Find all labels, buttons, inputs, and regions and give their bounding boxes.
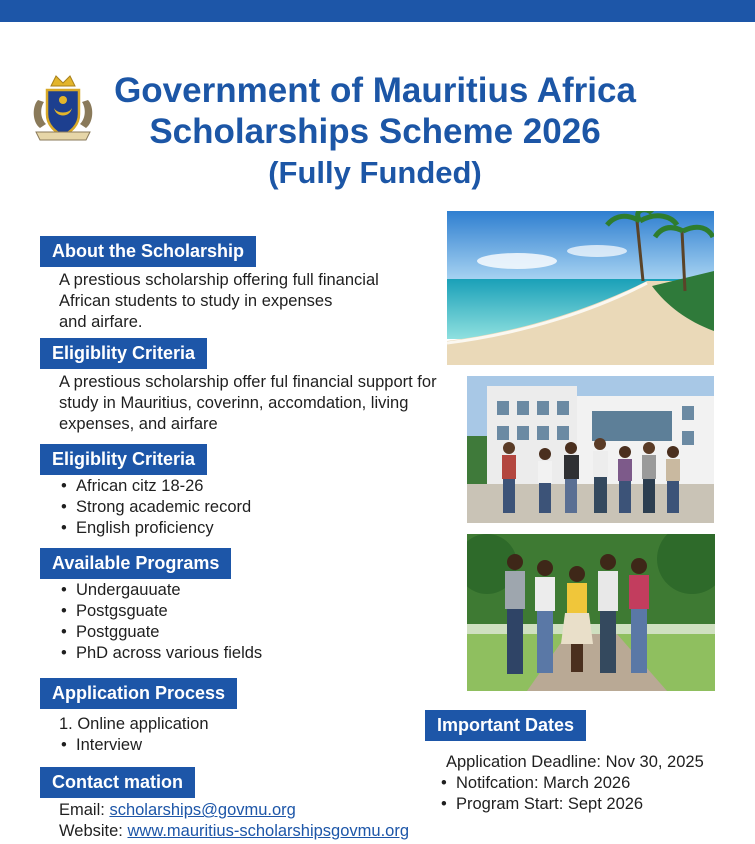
eligibility-list — [59, 476, 251, 539]
email-label: Email: — [59, 801, 110, 819]
list-item: • Strong academic record — [59, 497, 251, 518]
process-step-1: 1. Online application — [59, 715, 209, 733]
email-link[interactable]: scholarships@govmu.org — [109, 801, 296, 819]
list-item: • Undergauuate — [59, 580, 262, 601]
list-item: • PhD across various fields — [59, 643, 262, 664]
about-line: and airfare. — [59, 313, 143, 331]
process-list — [59, 735, 142, 756]
list-item: • Notifcation: March 2026 — [439, 773, 643, 794]
students-walking-photo — [467, 534, 715, 691]
dates-heading: Important Dates — [425, 710, 586, 741]
dates-list — [439, 773, 643, 815]
list-item: • Program Start: Sept 2026 — [439, 794, 643, 815]
eligibility-line: study in Mauritius, coverinn, accomdation, living — [59, 394, 409, 412]
list-item: • African citz 18-26 — [59, 476, 251, 497]
eligibility-text — [59, 372, 437, 435]
page-subtitle: (Fully Funded) — [268, 155, 482, 190]
about-line: African students to study in expenses — [59, 292, 333, 310]
contact-website-row — [59, 821, 409, 842]
contact-heading: Contact mation — [40, 767, 195, 798]
about-text — [59, 270, 379, 333]
beach-photo — [447, 211, 714, 365]
eligibility-heading-1: Eligiblity Criteria — [40, 338, 207, 369]
programs-heading: Available Programs — [40, 548, 231, 579]
list-item: • Postgguate — [59, 622, 262, 643]
list-item: • English proficiency — [59, 518, 251, 539]
eligibility-heading-2: Eligiblity Criteria — [40, 444, 207, 475]
about-line: A prestious scholarship offering full financial — [59, 271, 379, 289]
contact-email-row — [59, 800, 296, 821]
eligibility-line: A prestious scholarship offer ful financial support for — [59, 373, 437, 391]
coat-of-arms-icon — [26, 70, 100, 144]
website-link[interactable]: www.mauritius-scholarshipsgovmu.org — [127, 822, 409, 840]
programs-list — [59, 580, 262, 664]
deadline-text: Application Deadline: Nov 30, 2025 — [446, 753, 704, 771]
about-heading: About the Scholarship — [40, 236, 256, 267]
page-title-line-1: Government of Mauritius Africa — [114, 71, 636, 110]
website-label: Website: — [59, 822, 128, 840]
university-students-photo — [467, 376, 714, 523]
page-title-line-2: Scholarships Scheme 2026 — [149, 112, 601, 151]
process-heading: Application Process — [40, 678, 237, 709]
eligibility-line: expenses, and airfare — [59, 415, 218, 433]
top-banner-bar — [0, 0, 755, 22]
list-item: • Interview — [59, 735, 142, 756]
list-item: • Postgsguate — [59, 601, 262, 622]
